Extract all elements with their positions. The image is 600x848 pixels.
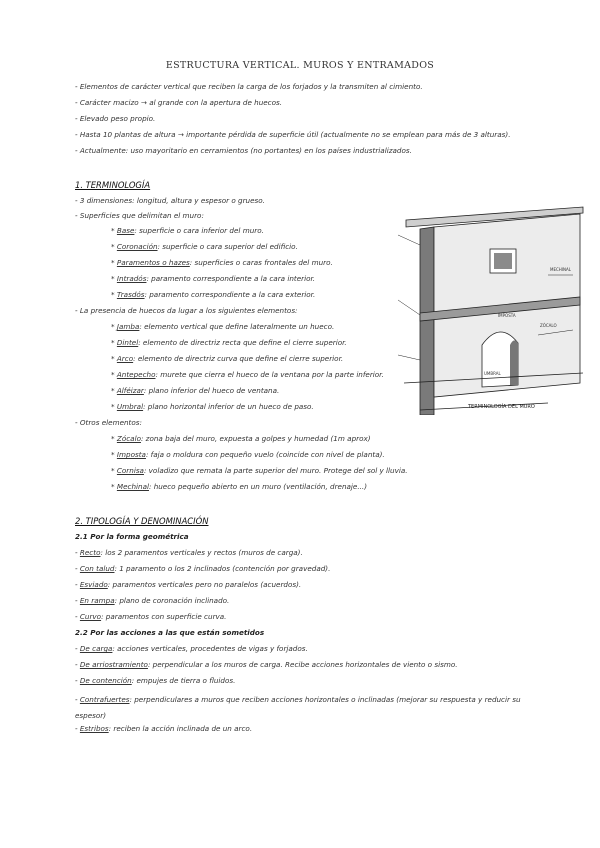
figure-caption: TERMINOLOGÍA DEL MURO <box>468 404 535 410</box>
term-item: * Cornisa: voladizo que remata la parte superior del muro. Protege del sol y lluvia. <box>111 466 408 475</box>
term-item: * Jamba: elemento vertical que define lateralmente un hueco. <box>111 322 335 331</box>
list-item: - Recto: los 2 paramentos verticales y rectos (muros de carga). <box>75 548 303 557</box>
list-item: - De carga: acciones verticales, procedentes de vigas y forjados. <box>75 644 308 653</box>
term-item: * Base: superficie o cara inferior del muro. <box>111 226 264 235</box>
intro-line: - Elementos de carácter vertical que reciben la carga de los forjados y la transmiten al cimiento. <box>75 82 423 91</box>
intro-line: - Hasta 10 plantas de altura → importante pérdida de superficie útil (actualmente no se emplean para más de 3 alturas). <box>75 130 511 139</box>
section-heading-terminologia: 1. TERMINOLOGÍA <box>75 180 151 190</box>
intro-line: - Carácter macizo → al grande con la apertura de huecos. <box>75 98 283 107</box>
list-item: - De arriostramiento: perpendicular a los muros de carga. Recibe acciones horizontales de viento o sismo. <box>75 660 458 669</box>
term-item: * Mechinal: hueco pequeño abierto en un muro (ventilación, drenaje...) <box>111 482 368 491</box>
intro-line: - Actualmente: uso mayoritario en cerramientos (no portantes) en los países industrializados. <box>75 146 412 155</box>
text-line: - Otros elementos: <box>75 418 142 427</box>
svg-text:ZÓCALO: ZÓCALO <box>540 323 557 328</box>
list-item: - Esviado: paramentos verticales pero no paralelos (acuerdos). <box>75 580 302 589</box>
wall-terminology-figure <box>398 205 588 415</box>
list-item: - En rampa: plano de coronación inclinado. <box>75 596 230 605</box>
door-jamb-shade <box>510 340 518 385</box>
section-heading-tipologia: 2. TIPOLOGÍA Y DENOMINACIÓN <box>75 516 209 526</box>
page-title: ESTRUCTURA VERTICAL. MUROS Y ENTRAMADOS <box>165 60 435 71</box>
term-item: * Intradós: paramento correspondiente a la cara interior. <box>111 274 316 283</box>
term-item: * Antepecho: murete que cierra el hueco de la ventana por la parte inferior. <box>111 370 384 379</box>
list-item: - Curvo: paramentos con superficie curva. <box>75 612 227 621</box>
text-line: - Superficies que delimitan el muro: <box>75 211 204 220</box>
text-line: - 3 dimensiones: longitud, altura y espesor o grueso. <box>75 196 265 205</box>
subheading-acciones: 2.2 Por las acciones a las que están sometidos <box>75 628 265 637</box>
term-item: * Coronación: superficie o cara superior del edificio. <box>111 242 298 251</box>
intro-line: - Elevado peso propio. <box>75 114 156 123</box>
term-item: * Arco: elemento de directriz curva que define el cierre superior. <box>111 354 344 363</box>
svg-text:UMBRAL: UMBRAL <box>484 371 501 376</box>
term-item: * Dintel: elemento de directriz recta que define el cierre superior. <box>111 338 347 347</box>
svg-text:IMPOSTA: IMPOSTA <box>498 313 516 318</box>
list-item: - De contención: empujes de tierra o fluidos. <box>75 676 236 685</box>
list-item: - Contrafuertes: perpendiculares a muros que reciben acciones horizontales o inclinadas (mejorar su respuesta y reducir su espesor) <box>75 695 521 720</box>
term-item: * Umbral: plano horizontal inferior de un hueco de paso. <box>111 402 314 411</box>
svg-text:MECHINAL: MECHINAL <box>550 267 571 272</box>
subheading-forma: 2.1 Por la forma geométrica <box>75 532 189 541</box>
list-item: - Con talud: 1 paramento o los 2 inclinados (contención por gravedad). <box>75 564 331 573</box>
term-item: * Zócalo: zona baja del muro, expuesta a golpes y humedad (1m aprox) <box>111 434 371 443</box>
term-item: * Paramentos o hazes: superficies o caras frontales del muro. <box>111 258 333 267</box>
text-line: - La presencia de huecos da lugar a los siguientes elementos: <box>75 306 298 315</box>
window-shade <box>494 253 512 269</box>
term-item: * Imposta: faja o moldura con pequeño vuelo (coincide con nivel de planta). <box>111 450 385 459</box>
term-item: * Trasdós: paramento correspondiente a la cara exterior. <box>111 290 316 299</box>
list-item: - Estribos: reciben la acción inclinada de un arco. <box>75 724 253 733</box>
term-item: * Alféizar: plano inferior del hueco de ventana. <box>111 386 280 395</box>
